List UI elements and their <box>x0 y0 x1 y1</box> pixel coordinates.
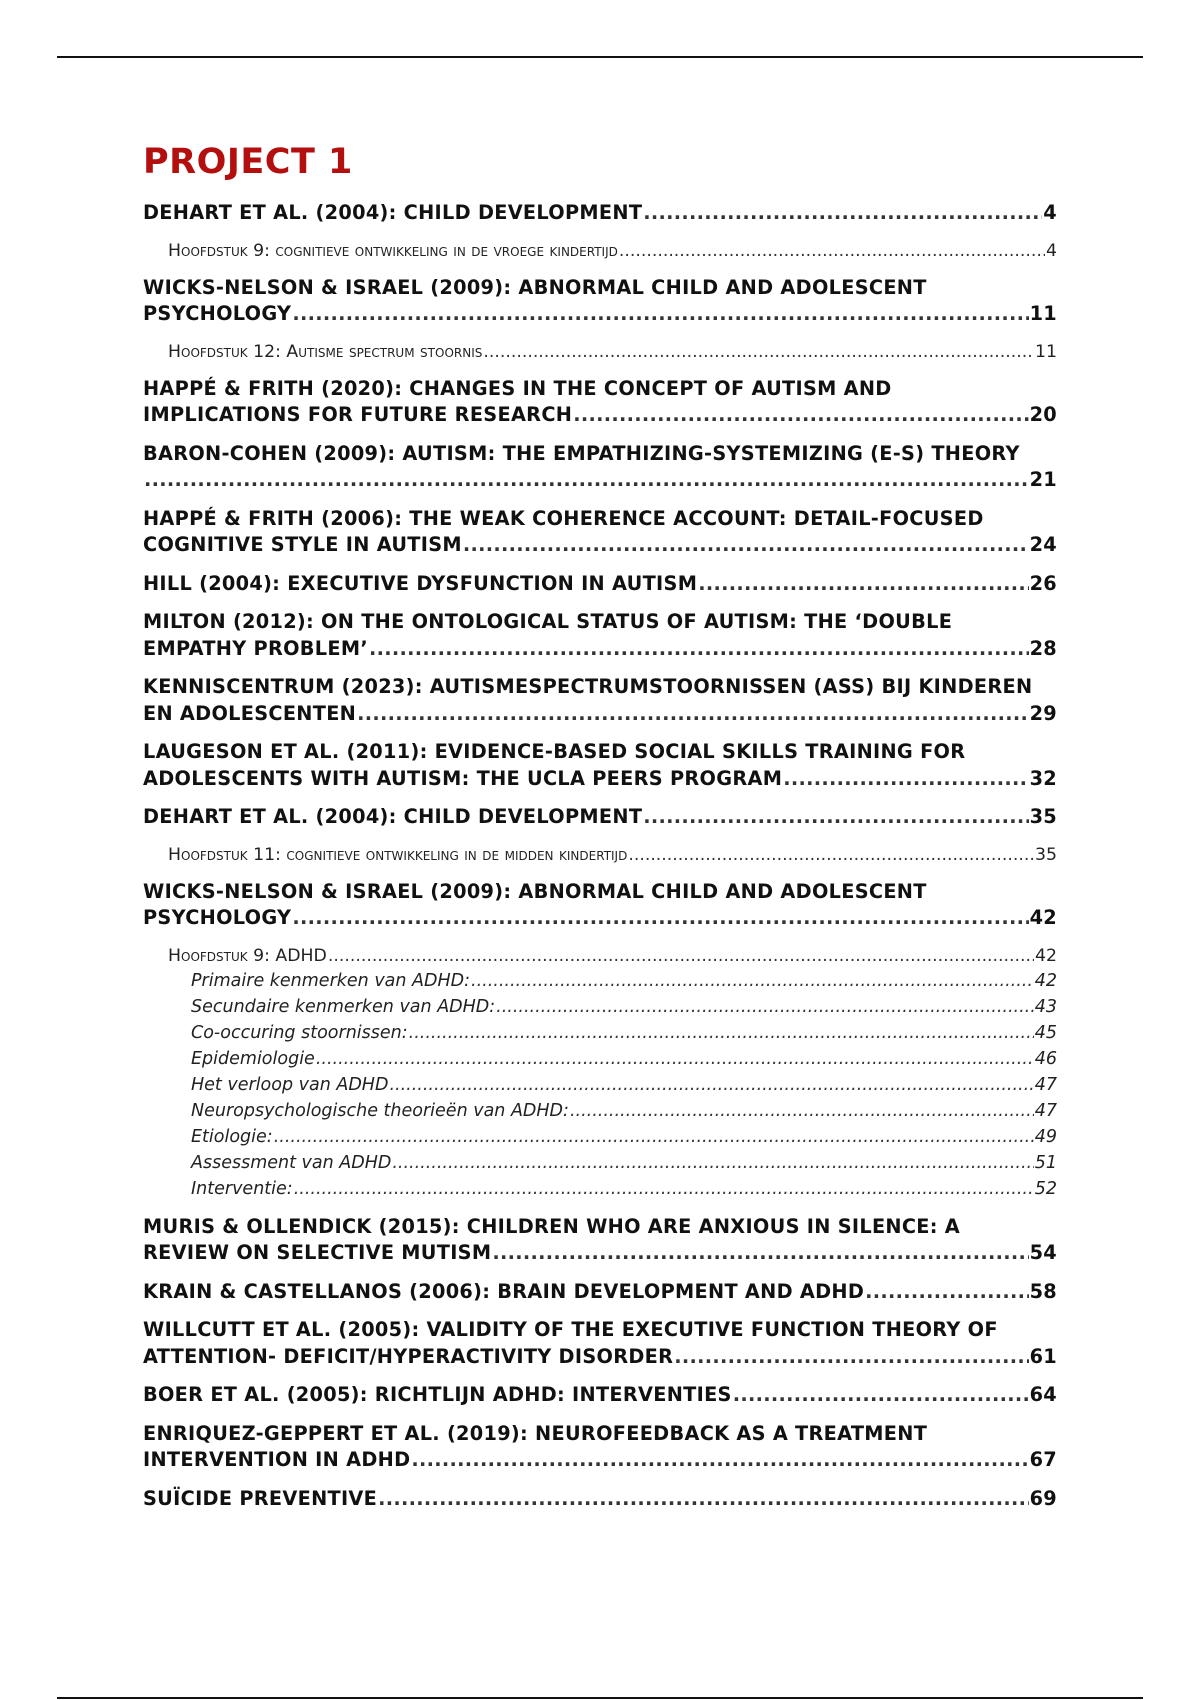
toc-entry-title: ADOLESCENTS WITH AUTISM: THE UCLA PEERS PROGRAM <box>143 766 783 790</box>
toc-page-number: 26 <box>1029 571 1057 595</box>
toc-page-number: 28 <box>1029 636 1057 660</box>
dot-leader <box>628 843 1034 867</box>
toc-page-number: 67 <box>1029 1448 1057 1471</box>
toc-page-number: 52 <box>1034 1178 1057 1199</box>
toc-entry[interactable] <box>191 1072 1057 1098</box>
toc-entry-title: Co-occuring stoornissen: <box>191 1022 408 1043</box>
toc-entry[interactable] <box>143 1214 1057 1267</box>
dot-leader <box>573 402 1028 429</box>
dot-leader <box>496 994 1034 1020</box>
toc-page-number: 45 <box>1034 1022 1057 1043</box>
dot-leader <box>783 766 1028 793</box>
toc-page-number: 42 <box>1034 970 1057 991</box>
dot-leader <box>674 1344 1028 1371</box>
toc-entry[interactable] <box>191 968 1057 994</box>
toc-entry[interactable] <box>143 804 1057 831</box>
dot-leader <box>471 968 1034 994</box>
toc-entry-title-line: WICKS-NELSON & ISRAEL (2009): ABNORMAL CHILD AND ADOLESCENT <box>143 879 927 903</box>
footer-rule <box>57 1697 1143 1699</box>
toc-page-number: 46 <box>1034 1048 1057 1069</box>
toc-entry[interactable] <box>191 1150 1057 1176</box>
toc-page-number: 43 <box>1034 996 1057 1017</box>
toc-entry-row <box>143 1240 1057 1267</box>
toc-entry-title-line: BARON-COHEN (2009): AUTISM: THE EMPATHIZING-SYSTEMIZING (E-S) THEORY <box>143 441 1020 465</box>
toc-entry-title: PSYCHOLOGY <box>143 906 292 929</box>
toc-entry-title: Hoofdstuk 12: Autisme spectrum stoornis <box>168 341 483 362</box>
dot-leader <box>292 301 1028 328</box>
dot-leader <box>643 804 1028 831</box>
toc-entry-title-line: KENNISCENTRUM (2023): AUTISMESPECTRUMSTOORNISSEN (ASS) BIJ KINDEREN <box>143 675 1033 698</box>
toc-entry-row <box>191 968 1057 994</box>
toc-entry-row <box>143 636 1057 663</box>
dot-leader <box>865 1279 1028 1306</box>
toc-page-number: 42 <box>1029 906 1057 929</box>
toc-entry[interactable] <box>143 441 1057 494</box>
dot-leader <box>698 571 1028 598</box>
toc-entry-row <box>191 1072 1057 1098</box>
toc-entry-title: Hoofdstuk 9: ADHD <box>168 945 327 966</box>
toc-entry-title: PSYCHOLOGY <box>143 302 292 325</box>
toc-list <box>143 200 1057 1512</box>
dot-leader <box>357 701 1028 728</box>
dot-leader <box>643 200 1042 227</box>
toc-entry[interactable] <box>143 1279 1057 1306</box>
toc-page-number: 11 <box>1035 341 1057 362</box>
toc-entry-title-line: ENRIQUEZ-GEPPERT ET AL. (2019): NEUROFEEDBACK AS A TREATMENT <box>143 1421 928 1445</box>
toc-entry-title: Hoofdstuk 11: cognitieve ontwikkeling in de midden kindertijd <box>168 844 628 865</box>
toc-entry-title-line: MURIS & OLLENDICK (2015): CHILDREN WHO ARE ANXIOUS IN SILENCE: A <box>143 1214 961 1238</box>
toc-entry[interactable] <box>191 1176 1057 1202</box>
dot-leader <box>733 1382 1029 1409</box>
toc-entry-row <box>143 905 1057 932</box>
toc-entry-title: INTERVENTION IN ADHD <box>143 1448 411 1471</box>
toc-entry-title: Secundaire kenmerken van ADHD: <box>191 996 496 1017</box>
toc-entry-title: Het verloop van ADHD <box>191 1074 389 1095</box>
toc-entry[interactable] <box>168 340 1057 364</box>
toc-page-number: 4 <box>1046 240 1057 261</box>
dot-leader <box>392 1150 1033 1176</box>
toc-entry-row <box>168 843 1057 867</box>
toc-page-number: 35 <box>1035 844 1057 865</box>
toc-entry[interactable] <box>143 739 1057 792</box>
toc-entry-title-line: WILLCUTT ET AL. (2005): VALIDITY OF THE EXECUTIVE FUNCTION THEORY OF <box>143 1318 998 1341</box>
toc-entry[interactable] <box>168 944 1057 968</box>
toc-entry-row <box>191 1098 1057 1124</box>
toc-page-number: 58 <box>1029 1279 1057 1303</box>
toc-entry-title: ATTENTION- DEFICIT/HYPERACTIVITY DISORDER <box>143 1344 674 1368</box>
dot-leader <box>492 1240 1028 1267</box>
toc-page-number: 11 <box>1029 302 1057 325</box>
toc-entry-row <box>143 1279 1057 1306</box>
toc-entry-title: Etiologie: <box>191 1126 273 1147</box>
toc-entry-title: EMPATHY PROBLEM’ <box>143 636 368 660</box>
dot-leader <box>292 905 1028 932</box>
dot-leader <box>274 1124 1034 1150</box>
toc-page-number: 47 <box>1034 1074 1057 1095</box>
header-rule <box>57 56 1143 58</box>
toc-page-number: 49 <box>1034 1126 1057 1147</box>
toc-entry-row <box>191 1150 1057 1176</box>
toc-entry[interactable] <box>143 506 1057 559</box>
table-of-contents <box>143 140 1057 1512</box>
dot-leader <box>389 1072 1033 1098</box>
toc-entry-title: Hoofdstuk 9: cognitieve ontwikkeling in de vroege kindertijd <box>168 240 618 261</box>
toc-entry-row <box>143 571 1057 598</box>
toc-entry-row <box>191 1176 1057 1202</box>
toc-entry-title: Assessment van ADHD <box>191 1152 392 1173</box>
toc-entry-title: IMPLICATIONS FOR FUTURE RESEARCH <box>143 403 573 426</box>
toc-entry-title: DEHART ET AL. (2004): CHILD DEVELOPMENT <box>143 805 643 828</box>
toc-entry-title-line: WICKS-NELSON & ISRAEL (2009): ABNORMAL CHILD AND ADOLESCENT <box>143 275 927 299</box>
toc-page-number: 47 <box>1034 1100 1057 1121</box>
toc-entry-title: Epidemiologie <box>191 1048 315 1069</box>
toc-entry[interactable] <box>143 1486 1057 1513</box>
dot-leader <box>144 467 1029 494</box>
toc-entry[interactable] <box>191 1046 1057 1072</box>
toc-entry-row <box>143 804 1057 831</box>
toc-entry[interactable] <box>143 609 1057 662</box>
toc-entry-title-line: LAUGESON ET AL. (2011): EVIDENCE-BASED SOCIAL SKILLS TRAINING FOR <box>143 740 966 763</box>
toc-entry-title: BOER ET AL. (2005): RICHTLIJN ADHD: INTERVENTIES <box>143 1383 732 1406</box>
toc-entry[interactable] <box>143 879 1057 932</box>
dot-leader <box>316 1046 1034 1072</box>
toc-entry-title: REVIEW ON SELECTIVE MUTISM <box>143 1241 492 1264</box>
toc-entry-title-line: MILTON (2012): ON THE ONTOLOGICAL STATUS OF AUTISM: THE ‘DOUBLE <box>143 610 953 633</box>
toc-entry-row <box>143 1344 1057 1371</box>
toc-page-number: 64 <box>1029 1383 1057 1406</box>
toc-entry-row <box>143 402 1057 429</box>
dot-leader <box>369 636 1029 663</box>
toc-entry-row <box>191 1124 1057 1150</box>
toc-entry[interactable] <box>143 1382 1057 1409</box>
toc-entry-row <box>168 239 1057 263</box>
toc-entry-title: KRAIN & CASTELLANOS (2006): BRAIN DEVELOPMENT AND ADHD <box>143 1279 865 1303</box>
toc-entry-title: Neuropsychologische theorieën van ADHD: <box>191 1100 569 1121</box>
toc-entry[interactable] <box>191 1124 1057 1150</box>
toc-entry-title-line: HAPPÉ & FRITH (2020): CHANGES IN THE CONCEPT OF AUTISM AND <box>143 376 892 400</box>
toc-entry-title: EN ADOLESCENTEN <box>143 701 357 725</box>
toc-entry-row <box>168 340 1057 364</box>
toc-page-number: 4 <box>1043 201 1057 224</box>
toc-entry[interactable] <box>168 843 1057 867</box>
toc-entry-row <box>143 1486 1057 1513</box>
dot-leader <box>463 532 1029 559</box>
toc-entry-title: Primaire kenmerken van ADHD: <box>191 970 471 991</box>
toc-entry-row <box>191 1020 1057 1046</box>
toc-page-number: 32 <box>1029 766 1057 790</box>
toc-entry[interactable] <box>191 994 1057 1020</box>
toc-page-number: 61 <box>1029 1344 1057 1368</box>
toc-entry-row <box>143 701 1057 728</box>
toc-entry-title: DEHART ET AL. (2004): CHILD DEVELOPMENT <box>143 201 643 224</box>
toc-entry-row <box>143 1382 1057 1409</box>
toc-entry[interactable] <box>143 200 1057 227</box>
toc-page-number: 54 <box>1029 1241 1057 1264</box>
toc-page-number: 42 <box>1035 945 1057 966</box>
dot-leader <box>378 1486 1028 1513</box>
toc-entry-title: Interventie: <box>191 1178 293 1199</box>
toc-entry[interactable] <box>143 674 1057 727</box>
toc-entry-title: COGNITIVE STYLE IN AUTISM <box>143 533 462 556</box>
dot-leader <box>409 1020 1034 1046</box>
toc-entry[interactable] <box>191 1098 1057 1124</box>
toc-entry-title-line: HAPPÉ & FRITH (2006): THE WEAK COHERENCE ACCOUNT: DETAIL-FOCUSED <box>143 506 984 530</box>
toc-entry[interactable] <box>143 571 1057 598</box>
toc-entry[interactable] <box>143 275 1057 328</box>
toc-entry-row <box>143 200 1057 227</box>
toc-entry-title: HILL (2004): EXECUTIVE DYSFUNCTION IN AUTISM <box>143 571 698 595</box>
page-title: PROJECT 1 <box>143 142 353 182</box>
toc-entry-row <box>143 301 1057 328</box>
toc-entry[interactable] <box>168 239 1057 263</box>
dot-leader <box>619 239 1045 263</box>
dot-leader <box>483 340 1034 364</box>
dot-leader <box>570 1098 1034 1124</box>
toc-page-number: 35 <box>1029 805 1057 828</box>
toc-entry[interactable] <box>143 1421 1057 1474</box>
toc-entry[interactable] <box>143 376 1057 429</box>
toc-entry-row <box>191 994 1057 1020</box>
toc-entry[interactable] <box>143 1317 1057 1370</box>
dot-leader <box>328 944 1034 968</box>
toc-entry-row <box>143 532 1057 559</box>
dot-leader <box>411 1447 1028 1474</box>
toc-entry-row <box>143 766 1057 793</box>
dot-leader <box>294 1176 1034 1202</box>
toc-page-number: 24 <box>1029 533 1057 556</box>
toc-entry[interactable] <box>191 1020 1057 1046</box>
toc-entry-title: SUÏCIDE PREVENTIVE <box>143 1486 378 1510</box>
toc-entry-row <box>191 1046 1057 1072</box>
toc-page-number: 29 <box>1029 701 1057 725</box>
toc-page-number: 51 <box>1034 1152 1057 1173</box>
toc-entry-row <box>143 467 1057 494</box>
toc-page-number: 69 <box>1029 1486 1057 1510</box>
toc-page-number: 20 <box>1029 403 1057 426</box>
toc-entry-row <box>143 1447 1057 1474</box>
toc-page-number: 21 <box>1029 468 1057 491</box>
toc-entry-row <box>168 944 1057 968</box>
